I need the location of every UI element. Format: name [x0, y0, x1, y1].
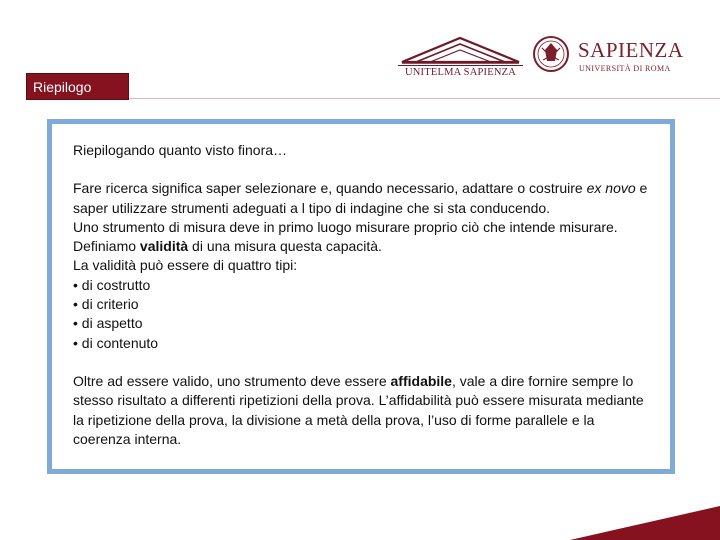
- slide-title: Riepilogo: [33, 79, 92, 95]
- paragraph-validity: [73, 218, 653, 257]
- validity-types-intro: La validità può essere di quattro tipi:: [73, 257, 298, 274]
- paragraph-research-text-end: e saper utilizzare strumenti adeguati a l tipo di indagine che si sta conducendo.: [73, 180, 648, 216]
- unitelma-logo-text: UNITELMA SAPIENZA: [398, 65, 523, 78]
- title-divider: [129, 98, 720, 99]
- content-text: [73, 141, 653, 449]
- spacer: [73, 353, 653, 372]
- ex-novo-italic: ex novo: [586, 180, 636, 197]
- paragraph-reliability: [73, 372, 653, 449]
- validity-type-item: • di contenuto: [73, 334, 159, 351]
- validity-type-item: • di costrutto: [73, 276, 151, 293]
- paragraph-research: [73, 179, 653, 218]
- sapienza-subtitle: UNIVERSITÀ DI ROMA: [579, 64, 671, 73]
- content-box: [47, 119, 675, 474]
- paragraph-research-text: Fare ricerca significa saper selezionare e, quando necessario, adattare o costruire: [73, 180, 587, 197]
- paragraph-reliability-text-end: , vale a dire fornire sempre lo stesso risultato a differenti ripetizioni della prova. L’affidabilità può essere misurata mediante la ripetizione della prova, la divisione a metà della prova, l’uso di forme parallele e la coerenza interna.: [73, 372, 644, 447]
- slide-title-bar: [26, 73, 129, 100]
- unitelma-roof-icon: [398, 34, 523, 64]
- spacer: [73, 160, 653, 179]
- reliability-term: affidabile: [390, 372, 452, 389]
- sapienza-name: SAPIENZA: [578, 38, 684, 62]
- validity-term: validità: [139, 238, 189, 255]
- paragraph-reliability-text: Oltre ad essere valido, uno strumento deve essere: [73, 372, 391, 389]
- intro-paragraph: Riepilogando quanto visto finora…: [73, 142, 288, 158]
- sapienza-seal-icon: [532, 34, 570, 74]
- paragraph-validity-text-end: di una misura questa capacità.: [188, 238, 382, 255]
- header-logos: [390, 30, 690, 80]
- paragraph-validity-text: Uno strumento di misura deve in primo luogo misurare proprio ciò che intende misurare. Definiamo: [73, 218, 618, 255]
- unitelma-logo: [398, 34, 523, 80]
- validity-type-item: • di aspetto: [73, 315, 143, 332]
- validity-type-item: • di criterio: [73, 296, 139, 313]
- corner-decoration: [570, 500, 720, 540]
